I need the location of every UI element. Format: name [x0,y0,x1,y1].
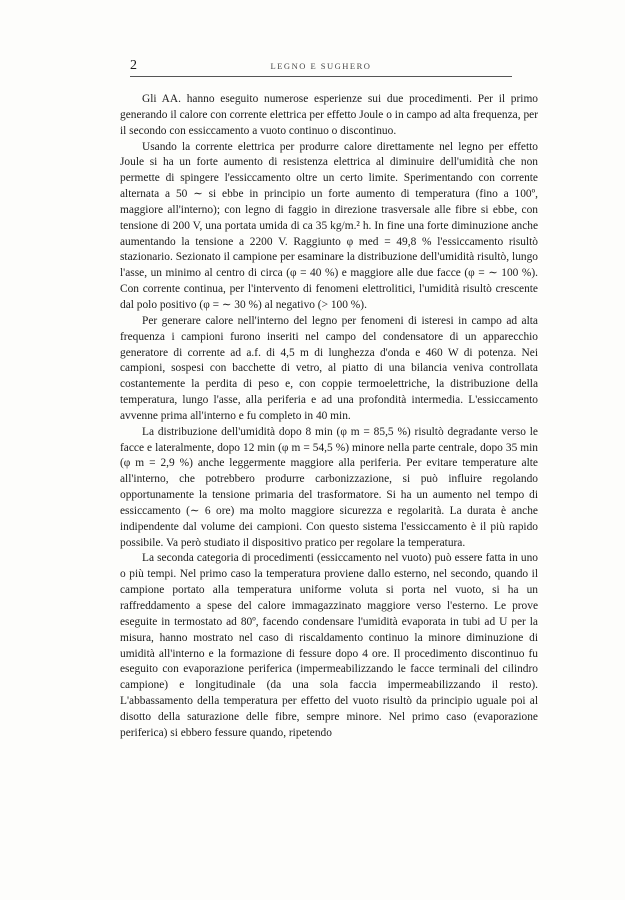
paragraph-4: La distribuzione dell'umidità dopo 8 min (φ m = 85,5 %) risultò degradante verso le facce e lateralmente, dopo 12 min (φ m = 54,5 %) minore nella parte centrale, dopo 35 min (φ m = 2,9 %) anche leggermente maggiore alla periferia. Per evitare temperature alte all'interno, che potrebbero produrre carbonizzazione, si può influire regolando opportunamente la tensione primaria del trasformatore. Si ha un aumento nel tempo di essiccamento (∼ 6 ore) ma molto maggiore sicurezza e regolarità. La durata è anche indipendente dal volume dei campioni. Con questo sistema l'essiccamento è il più rapido possibile. Va però studiato il dispositivo pratico per regolare la temperatura. [120,425,538,549]
paragraph-2: Usando la corrente elettrica per produrre calore direttamente nel legno per effetto Joule si ha un forte aumento di resistenza elettrica al diminuire dell'umidità che non permette di spingere l'essiccamento oltre un certo limite. Sperimentando con corrente alternata a 50 ∼ si ebbe in principio un forte aumento di temperatura (fino a 100º, maggiore all'interno); con legno di faggio in direzione trasversale alle fibre si ebbe, con tensione di 200 V, una portata umida di ca 35 kg/m.² h. In fine una forte diminuzione anche aumentando la tensione a 2200 V. Raggiunto φ med = 49,8 % l'essiccamento risultò stazionario. Sezionato il campione per esaminare la distribuzione dell'umidità risultò, lungo l'asse, un minimo al centro di circa (φ = 40 %) e maggiore alle due facce (φ = ∼ 100 %). Con corrente continua, per l'intervento di fenomeni elettrolitici, l'umidità risultò crescente dal polo positivo (φ = ∼ 30 %) al negativo (> 100 %). [120,140,538,311]
body-text [120,92,538,742]
paragraph-1: Gli AA. hanno eseguito numerose esperienze sui due procedimenti. Per il primo generando il calore con corrente elettrica per effetto Joule o in campo ad alta frequenza, per il secondo con essiccamento a vuoto continuo o discontinuo. [120,93,538,137]
paragraph-5: La seconda categoria di procedimenti (essiccamento nel vuoto) può essere fatta in uno o più tempi. Nel primo caso la temperatura proviene dallo esterno, nel secondo, quando il campione portato alla temperatura uniforme voluta si porta nel vuoto, si ha un raffreddamento a spese del calore immagazzinato maggiore verso l'esterno. Le prove eseguite in termostato ad 80º, facendo condensare l'umidità evaporata in tubi ad U per la misura, hanno mostrato nel caso di riscaldamento continuo la minore diminuzione di umidità all'interno e la formazione di fessure dopo 4 ore. Il procedimento discontinuo fu eseguito con evaporazione periferica (impermeabilizzando le facce terminali del cilindro campione) e longitudinale (da una sola faccia impermeabilizzando il resto). L'abbassamento della temperatura per effetto del vuoto risultò da principio uguale poi al disotto della saturazione delle fibre, sempre minore. Nel primo caso (evaporazione periferica) si ebbero fessure quando, ripetendo [120,552,538,739]
page-number: 2 [130,58,137,73]
running-title: LEGNO E SUGHERO [270,61,372,71]
paragraph-3: Per generare calore nell'interno del legno per fenomeni di isteresi in campo ad alta frequenza i campioni furono inseriti nel campo del condensatore di un apparecchio generatore di corrente ad a.f. di 4,5 m di lunghezza d'onda e 460 W di potenza. Nei campioni, sospesi con bacchette di vetro, al piatto di una bilancia veniva controllata costantemente la perdita di peso e, con coppie termoelettriche, la distribuzione della temperatura, lungo l'asse, alla periferia e ad una profondità intermedia. L'essiccamento avvenne prima all'interno e fu completo in 40 min. [120,314,538,422]
page-header [130,58,512,77]
